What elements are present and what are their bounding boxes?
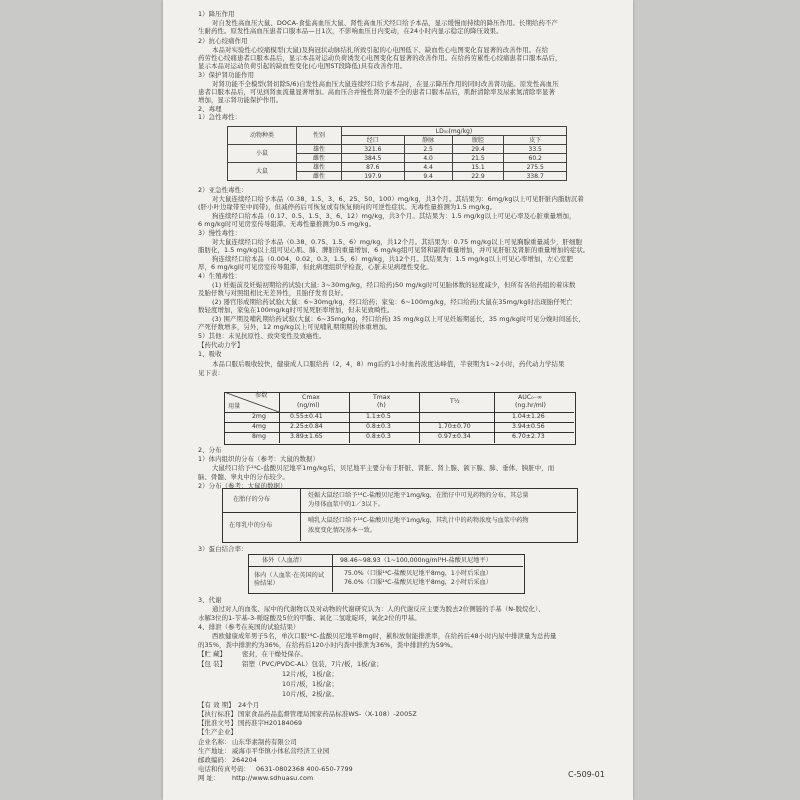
absorb-line: 本品口服后吸收较快，健康成人口服给药（2，4，8）mg后约1小时血药浓度达峰值，半衰期为1~2小时，药代动力学结果 (212, 360, 565, 368)
repro-heading: 4）生殖毒性： (198, 272, 242, 280)
pk-header-name: Tmax (373, 394, 391, 401)
ld50-value: 4.0 (404, 154, 452, 163)
pk-dose: 4mg (252, 423, 266, 430)
heading-toxicology: 2、毒理 (198, 105, 222, 113)
bp-line-1: 对自发性高血压大鼠、DOCA-食盐高血压大鼠、肾性高血压犬经口给予本品，显示缓慢而持续的降压作用。长期给药不产 (212, 19, 558, 27)
heading-antianginal: 2）抗心绞痛作用 (198, 37, 248, 45)
ld50-value: 15.1 (452, 163, 504, 172)
heart-line-2: 药劳性心绞痛患者口服本品后，显示本品对运动负荷诱发心电图变化有显著的改善作用。在给药劳累性心绞痛患者口服本品后， (198, 54, 562, 62)
tox-line: 6 mg/kg时可见房室传导阻滞。无毒性量推测为0.5 mg/kg。 (198, 220, 376, 228)
ld50-value: 60.2 (504, 154, 567, 163)
company-phone: 0631-0802368 400-650-7799 (256, 765, 353, 773)
company-website: http://www.sdhuasu.com (232, 774, 314, 782)
dist1-heading: 1）体内组织的分布（参考：大鼠的数据） (198, 455, 319, 463)
pk-header-unit: (ng/ml) (297, 402, 320, 409)
dist-text: 妊娠大鼠经口给予¹⁴C-盐酸贝尼地平1mg/kg，在胎仔中可见药物的分布，其总量 (308, 492, 529, 499)
subacute-heading: 2）亚急性毒性： (198, 186, 248, 194)
metabolism-line: 通过对人的血浆、尿中的代谢物以及对动物的代谢研究认为：人的代谢反应主要为脱去2位侧链的手基（N-脱烷化）、 (212, 605, 545, 613)
manufacturer-heading: 【生产企业】 (198, 728, 237, 736)
dist-line: 脑、骨髓、睾丸中的分布较少。 (198, 473, 289, 481)
ld50-value: 275.5 (504, 163, 567, 172)
tox-line: 及胎仔数与对照组相比无差异性，且胎仔发育良好。 (198, 289, 348, 297)
tox-line: 数轻度增加，家兔在100mg/kg时可见死胚率增加，但未见致畸性。 (198, 306, 394, 314)
approval-value: 国药准字H20184069 (238, 719, 303, 727)
tox-line: 厚，6 mg/kg时可见房室传导阻滞，但此病理组织学检查，心脏未见病理性变化。 (198, 263, 433, 271)
company-label: 网 址： (198, 774, 220, 782)
tox-line: (2) 器官形成期给药试验(大鼠：6~30mg/kg，经口给药；家兔：6~100mg/kg，经口给药)大鼠在35mg/kg时出现胎仔死亡 (212, 298, 573, 306)
packaging-line: 10片/板，2板/盒。 (282, 690, 338, 698)
packaging-line: 12片/板，1板/盒； (282, 670, 338, 678)
ld50-value: 338.7 (504, 172, 567, 181)
chronic-heading: 3）慢性毒性： (198, 229, 242, 237)
heading-kidney: 3）保护肾功能作用 (198, 71, 255, 79)
heading-distribution: 2、分布 (198, 446, 222, 454)
pk-value: 0.55±0.41 (290, 413, 323, 420)
protein-heading: 3）蛋白结合率： (198, 545, 248, 553)
company-label: 企业名称： (198, 738, 231, 746)
approval-label: 【批准文号】 (198, 719, 237, 727)
pk-vline (419, 392, 420, 443)
storage-label: 【贮 藏】 (198, 650, 227, 658)
absorb-line: 见下表： (198, 369, 224, 377)
packaging-line: 10片/板，1板/盒； (282, 680, 338, 688)
validity-label: 【有 效 期】 (198, 701, 235, 709)
pk-value: 1.70±0.70 (438, 423, 471, 430)
tox-line: (肝小叶边缘带至中间带)，但减停药后可恢复或有恢复倾向的可逆性症状。无毒性量推测为1.5 mg/kg。 (198, 203, 497, 211)
kidney-line-1: 对肾功能不全模型(肾切除5/6)自发性高血压大鼠连续经口给予本品时，在显示降压作用的同时改善肾功能。原发性高血压 (212, 80, 559, 88)
ld50-value: 197.9 (342, 172, 405, 181)
protein-label: 体内（人血浆·在英国的试验结果） (254, 572, 325, 587)
ld50-species: 小鼠 (228, 145, 297, 163)
bp-line-2: 生耐药性。原发性高血压患者口服本品—日1次，不影响血压日内变动，在24小时内显示稳定的降压效果。 (198, 27, 503, 35)
pk-value: 0.97±0.34 (438, 433, 471, 440)
pk-header-unit: (ng.hr/ml) (515, 402, 546, 409)
protein-label: 体外（人血清） (262, 557, 306, 564)
heading-metabolism: 3、代谢 (198, 596, 222, 604)
heart-line-3: 显示本品对运动负荷引起的缺血性变化(心电图ST段降低)具有改善作用。 (198, 62, 407, 70)
ld50-sex: 雄性 (297, 163, 342, 172)
excretion-line: 的35%，粪中排泄约为36%，在给药后120小时内粪中排泄为36%，粪中排泄约为59%。 (198, 641, 457, 649)
company-name: 山东华素制药有限公司 (232, 738, 297, 746)
heart-line-1: 本品对实验性心绞痛模型(大鼠)及狗冠状动脉结扎所致引起的心电图低下、缺血性心电图变化有显著的改善作用。在给 (212, 46, 549, 54)
ld50-sex: 雌性 (297, 172, 342, 181)
pk-value: 1.04±1.26 (512, 413, 545, 420)
tox-line: (1) 妊娠前及妊娠初期给药试验(大鼠: 3~30mg/kg，经口给药)50 mg/kg时可见胎体数的轻度减少，但所有各给药组的着床数 (212, 281, 576, 289)
ld50-value: 22.9 (452, 172, 504, 181)
pk-value: 1.1±0.5 (366, 413, 391, 420)
heading-bp: 1）降压作用 (198, 10, 235, 18)
ld50-value: 321.6 (342, 145, 405, 154)
pk-vline (279, 392, 280, 443)
tox-line: 狗连续经口给本品（0.17、0.5、1.5、3、6、12）mg/kg，共3个月。其结果为：1.5 mg/kg以上可见心率及心脏重量增加， (212, 212, 576, 220)
heading-acute-toxicity: 1）急性毒性： (198, 113, 242, 121)
tox-line: 脂肪化，1.5 mg/kg以上组可见心肌、肺、脾脏的重量增加，6 mg/kg组可见肾和副肾重量增加，并可见肝脏及肾脏的重量增加的症状。 (198, 246, 590, 254)
protein-value: 98.46~98.93（1~100,000ng/ml³H-盐酸贝尼地平） (340, 557, 492, 564)
kidney-line-2: 患者口服本品后，可见到肾血流量显著增加。高血压合并慢性肾功能不全的患者口服本品后，肌酐清除率及尿素氮清除率显著 (198, 88, 555, 96)
ld50-header-sex: 性别 (297, 127, 342, 145)
pk-corner-top: 参数 (255, 392, 268, 399)
heading-excretion: 4、排泄（参考在英国的试验结果） (198, 623, 300, 631)
company-label: 生产地址： (198, 747, 231, 755)
ld50-value: 4.4 (404, 163, 452, 172)
heading-absorption: 1、吸收 (198, 350, 222, 358)
pk-value: 2.25±0.84 (290, 423, 323, 430)
dist-text: 哺乳大鼠经口给予¹⁴C-盐酸贝尼地平1mg/kg，其乳汁中的药物浓度与血浆中药物 (308, 517, 529, 524)
ld50-value: 33.5 (504, 145, 567, 154)
company-label: 电话和传真号码： (198, 765, 250, 773)
pk-dose: 8mg (252, 433, 266, 440)
company-address: 威海市平华镇小体私营经济工业园 (232, 747, 330, 755)
tox-line: (3) 围产期及哺乳期给药试验(大鼠：6~35mg/kg，经口给药) 35 mg/kg以上可见妊娠期延长，35 mg/kg时可见分娩时间延长， (212, 315, 585, 323)
heading-pk: 【药代动力学】 (198, 341, 244, 349)
ld50-value: 29.4 (452, 145, 504, 154)
pk-header-name: Cmax (302, 394, 320, 401)
dist-text: 为母体血浆中的1／3以下。 (308, 501, 384, 508)
ld50-header-ld: LD₅₀(mg/kg) (342, 127, 567, 136)
ld50-header-species: 动物种类 (228, 127, 297, 145)
tox-line: 对大鼠连续经口给予本品（0.38、1.5、3、6、25、50、100）mg/kg，共3个月。其结果为：6mg/kg以上可见肝脏内脂肪沉着 (212, 195, 584, 203)
protein-hline (248, 566, 523, 567)
ld50-route: 经口 (342, 136, 405, 145)
standard-label: 【执行标准】 (198, 710, 237, 718)
ld50-value: 21.5 (452, 154, 504, 163)
dist2-heading: 2）分布（参考：大鼠的数据） (198, 482, 287, 490)
standard-value: 国家食品药品监督管理局国家药品标准WS-（X-108）-2005Z (238, 710, 417, 718)
validity-value: 24个月 (238, 701, 260, 709)
document-code: C-509-01 (568, 770, 605, 779)
pk-vline (494, 392, 495, 443)
dist-label: 在胎仔的分布 (233, 496, 271, 503)
pk-value: 6.70±2.73 (512, 433, 545, 440)
packaging-line: 铝塑（PVC/PVDC-AL）包装，7片/板，1板/盒； (242, 660, 383, 668)
company-postcode: 264204 (232, 756, 257, 764)
tox-line: 产死仔数增多，另外，12 mg/kg以上可见哺乳期期期的体重增加。 (198, 323, 392, 331)
ld50-value: 2.5 (404, 145, 452, 154)
dist-vline (300, 488, 301, 541)
metabolism-line: 水解3位的1-苄基-3-哌啶酸及5位的甲酯、氧化二氢吡啶环，氧化2位的甲基。 (198, 614, 421, 622)
dist-hline (222, 512, 576, 513)
ld50-value: 9.4 (404, 172, 452, 181)
tox-line: 对大鼠连续经口给予本品（0.38、0.75、1.5、6）mg/kg，共12个月。其结果为：0.75 mg/kg以上可见胸腺重量减少，肝细胞 (212, 238, 582, 246)
ld50-value: 384.5 (342, 154, 405, 163)
ld50-value: 87.6 (342, 163, 405, 172)
dist-text: 浓度变化情况基本一致。 (308, 527, 377, 534)
ld50-sex: 雄性 (297, 145, 342, 154)
pk-value: 0.8±0.3 (366, 433, 391, 440)
tox-line: 5）其他：未见抗原性、致突变性及致癌性。 (198, 332, 326, 340)
pk-corner-bottom: 用量 (228, 403, 241, 410)
company-label: 邮政编码： (198, 756, 231, 764)
protein-value: 75.0%（口服¹⁴C-盐酸贝尼地平8mg，1小时后采血） (344, 570, 492, 577)
ld50-route: 腹腔 (452, 136, 504, 145)
ld50-species: 大鼠 (228, 163, 297, 181)
pk-value: 0.8±0.3 (366, 423, 391, 430)
ld50-table (227, 126, 567, 181)
pk-value: 3.89±1.65 (290, 433, 323, 440)
excretion-line: 西欧健康成年男子5名，单次口服¹⁴C-盐酸贝尼地平8mg时，累积放射能排泄率，在给药后48小时内尿中排泄量为总药量 (212, 632, 557, 640)
dist-line: 大鼠经口给予¹⁴C-盐酸贝尼地平1mg/kg后，贝尼地平主要分布于肝脏、肾脏、肾上腺、颌下腺、肺、垂体、胰脏中，而 (212, 464, 555, 472)
pk-corner (224, 392, 279, 412)
dist-label: 在母乳中的分布 (229, 522, 273, 529)
pk-value: 3.94±0.56 (512, 423, 545, 430)
storage-value: 密封，在干燥处保存。 (242, 650, 307, 658)
pk-vline (349, 392, 350, 443)
ld50-route: 皮下 (504, 136, 567, 145)
ld50-route: 静脉 (404, 136, 452, 145)
pk-header-name: T½ (450, 398, 460, 405)
protein-vline (332, 554, 333, 592)
kidney-line-3: 增加，显示肾功能保护作用。 (198, 96, 283, 104)
pk-dose: 2mg (252, 413, 266, 420)
pk-header-unit: (h) (377, 402, 386, 409)
packaging-label: 【包 装】 (198, 660, 227, 668)
ld50-sex: 雌性 (297, 154, 342, 163)
protein-value: 76.0%（口服¹⁴C-盐酸贝尼地平8mg，2小时后采血） (344, 579, 492, 586)
tox-line: 狗连续经口给本品（0.004、0.02、0.3、1.5、6）mg/kg，共12个月。其结果为：1.5 mg/kg以上可见心率增加，左心室肥 (212, 255, 573, 263)
pk-header-name: AUC₀₋∞ (518, 394, 542, 401)
